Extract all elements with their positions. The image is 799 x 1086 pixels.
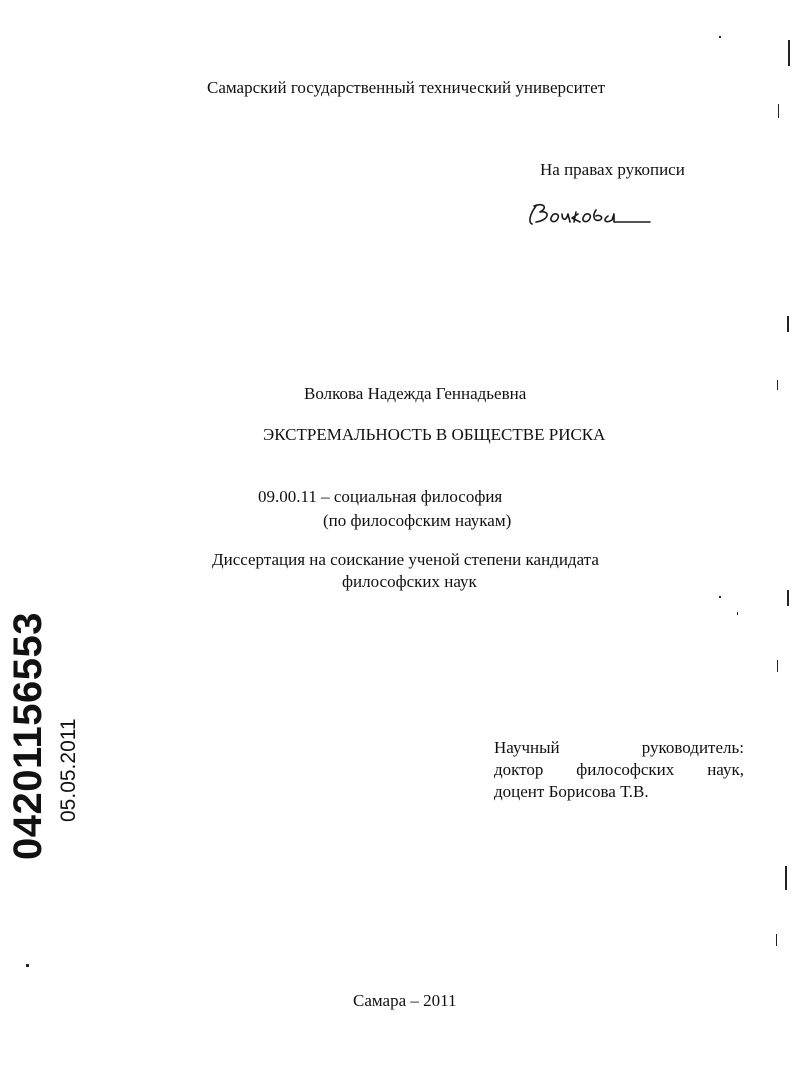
specialty-code: 09.00.11 – социальная философия: [258, 487, 503, 506]
dissertation-title: ЭКСТРЕМАЛЬНОСТЬ В ОБЩЕСТВЕ РИСКА: [263, 425, 606, 444]
author-name: Волкова Надежда Геннадьевна: [304, 384, 527, 403]
supervisor-label-row: [494, 737, 744, 759]
scan-mark: [777, 380, 778, 390]
scan-dot: [26, 964, 29, 967]
scan-dot: [737, 612, 738, 615]
supervisor-degree-word2: философских: [576, 760, 675, 779]
university-name: Самарский государственный технический университет: [207, 78, 606, 97]
supervisor-name-row: [494, 781, 744, 803]
scan-dot: [719, 596, 721, 598]
scan-dot: [719, 36, 721, 38]
specialty-note: (по философским наукам): [323, 511, 512, 530]
manuscript-rights-note: На правах рукописи: [540, 160, 685, 179]
supervisor-block: [494, 737, 744, 803]
scan-mark: [787, 590, 789, 606]
degree-line-1: Диссертация на соискание ученой степени кандидата: [212, 550, 599, 569]
supervisor-degree-row: [494, 759, 744, 781]
supervisor-degree-word1: доктор: [494, 760, 544, 779]
supervisor-degree-word3: наук,: [707, 760, 744, 779]
degree-line-2: философских наук: [342, 572, 477, 591]
scan-mark: [787, 316, 789, 332]
stamp-date: 05.05.2011: [57, 718, 80, 822]
supervisor-label-word1: Научный: [494, 738, 560, 757]
supervisor-label-word2: руководитель:: [641, 738, 744, 757]
scan-mark: [788, 40, 790, 66]
supervisor-name: доцент Борисова Т.В.: [494, 782, 649, 801]
scan-mark: [777, 660, 778, 672]
stamp-number: 04201156553: [6, 612, 50, 860]
scan-mark: [778, 104, 779, 118]
handwritten-signature: [522, 194, 652, 234]
scan-mark: [785, 866, 787, 890]
city-year: Самара – 2011: [353, 991, 457, 1010]
scan-mark: [776, 934, 777, 946]
